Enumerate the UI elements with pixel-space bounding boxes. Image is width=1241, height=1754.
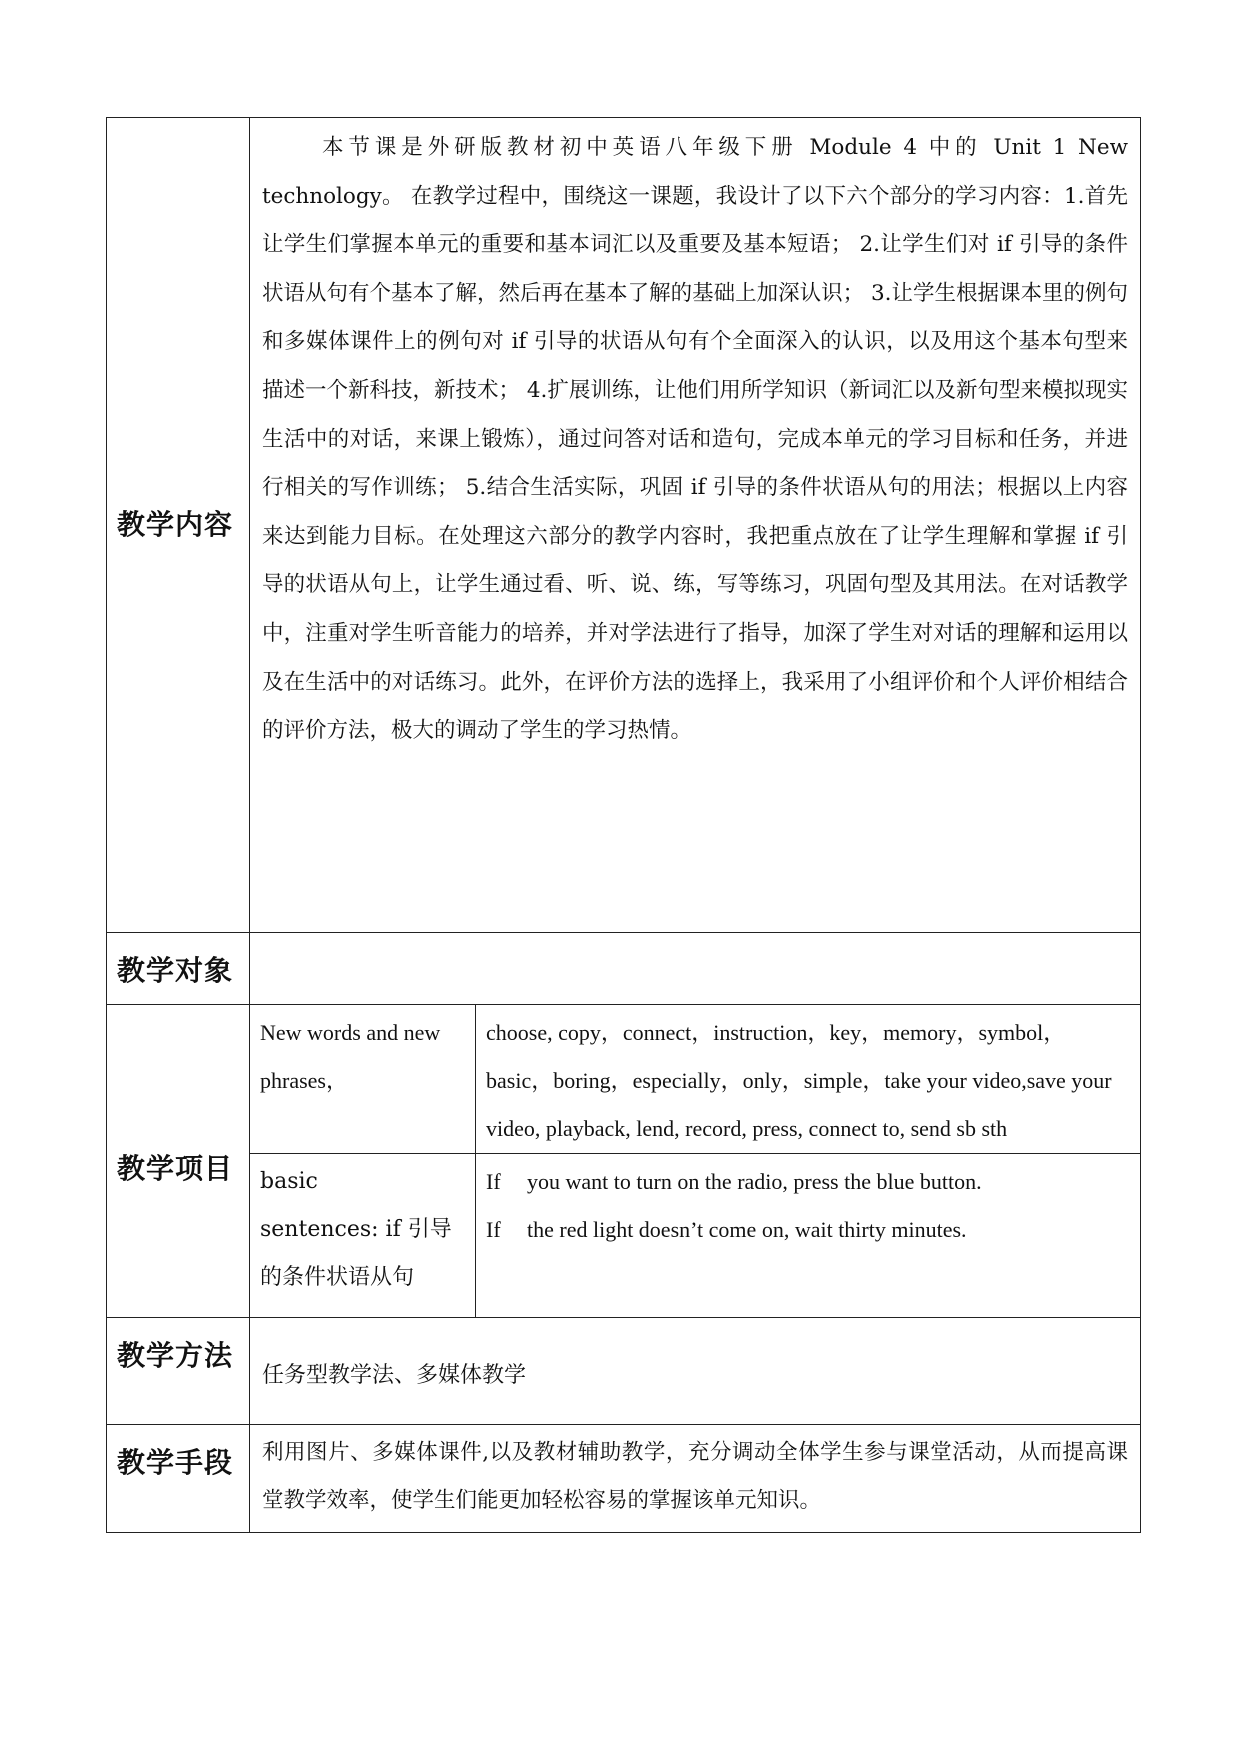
sentences-row <box>250 1154 1140 1318</box>
words-label: New words and new phrases， <box>260 1020 441 1093</box>
example-sentence <box>486 1206 1130 1254</box>
words-label-cell <box>250 1005 476 1154</box>
example-sentence <box>486 1158 1130 1206</box>
sentence-if: If <box>486 1217 501 1242</box>
row-teaching-object <box>107 933 1141 1005</box>
row-teaching-content <box>107 118 1141 933</box>
items-nested-table <box>250 1005 1140 1317</box>
content-cell <box>250 118 1141 933</box>
means-cell <box>250 1425 1141 1533</box>
row-label-items: 教学项目 <box>117 1152 234 1185</box>
row-label-content: 教学内容 <box>117 508 234 541</box>
words-content-cell <box>476 1005 1141 1154</box>
sentences-list <box>476 1154 1140 1254</box>
method-text: 任务型教学法、多媒体教学 <box>262 1363 527 1388</box>
label-cell <box>107 933 250 1005</box>
object-cell <box>250 933 1141 1005</box>
method-cell <box>250 1318 1141 1425</box>
row-teaching-means <box>107 1425 1141 1533</box>
content-paragraph: 本节课是外研版教材初中英语八年级下册 Module 4 中的 Unit 1 New technology。 在教学过程中，围绕这一课题，我设计了以下六个部分的学习内容：1.首先让学生们掌握本单元的重要和基本词汇以及重要及基本短语； 2.让学生们对 if 引导的条件状语从句有个基本了解，然后再在基本了解的基础上加深认识； 3.让学生根据课本里的例句和多媒体课件上的例句对 if 引导的状语从句有个全面深入的认识，以及用这个基本句型来描述一个新科技，新技术； 4.扩展训练，让他们用所学知识（新词汇以及新句型来模拟现实生活中的对话，来课上锻炼），通过问答对话和造句，完成本单元的学习目标和任务，并进行相关的写作训练； 5.结合生活实际，巩固 if 引导的条件状语从句的用法；根据以上内容来达到能力目标。在处理这六部分的教学内容时，我把重点放在了让学生理解和掌握 if 引导的状语从句上，让学生通过看、听、说、练，写等练习，巩固句型及其用法。在对话教学中，注重对学生听音能力的培养，并对学法进行了指导，加深了学生对对话的理解和运用以及在生活中的对话练习。此外，在评价方法的选择上，我采用了小组评价和个人评价相结合的评价方法，极大的调动了学生的学习热情。 <box>262 135 1128 744</box>
row-label-method: 教学方法 <box>117 1339 234 1372</box>
sentences-label-cell <box>250 1154 476 1318</box>
content-text-block <box>250 118 1140 756</box>
sentence-rest: the red light doesn’t come on, wait thirty minutes. <box>527 1217 967 1242</box>
lesson-plan-table <box>106 117 1141 1533</box>
words-row <box>250 1005 1140 1154</box>
items-cell <box>250 1005 1141 1318</box>
sentences-content-cell <box>476 1154 1141 1318</box>
label-cell <box>107 1005 250 1318</box>
sentence-rest: you want to turn on the radio, press the blue button. <box>527 1169 982 1194</box>
row-teaching-method <box>107 1318 1141 1425</box>
label-cell <box>107 1425 250 1533</box>
means-text: 利用图片、多媒体课件,以及教材辅助教学，充分调动全体学生参与课堂活动，从而提高课堂教学效率，使学生们能更加轻松容易的掌握该单元知识。 <box>262 1440 1128 1513</box>
label-cell <box>107 118 250 933</box>
row-label-means: 教学手段 <box>117 1446 234 1479</box>
sentences-label: basic sentences: if 引导的条件状语从句 <box>260 1169 452 1290</box>
label-cell <box>107 1318 250 1425</box>
row-label-object: 教学对象 <box>117 954 234 987</box>
sentence-if: If <box>486 1169 501 1194</box>
row-teaching-items <box>107 1005 1141 1318</box>
words-list: choose, copy，connect，instruction，key，memory，symbol，basic，boring，especially，only，simple，take your video,save your video, playback, lend, record, press, connect to, send sb sth <box>486 1020 1112 1141</box>
